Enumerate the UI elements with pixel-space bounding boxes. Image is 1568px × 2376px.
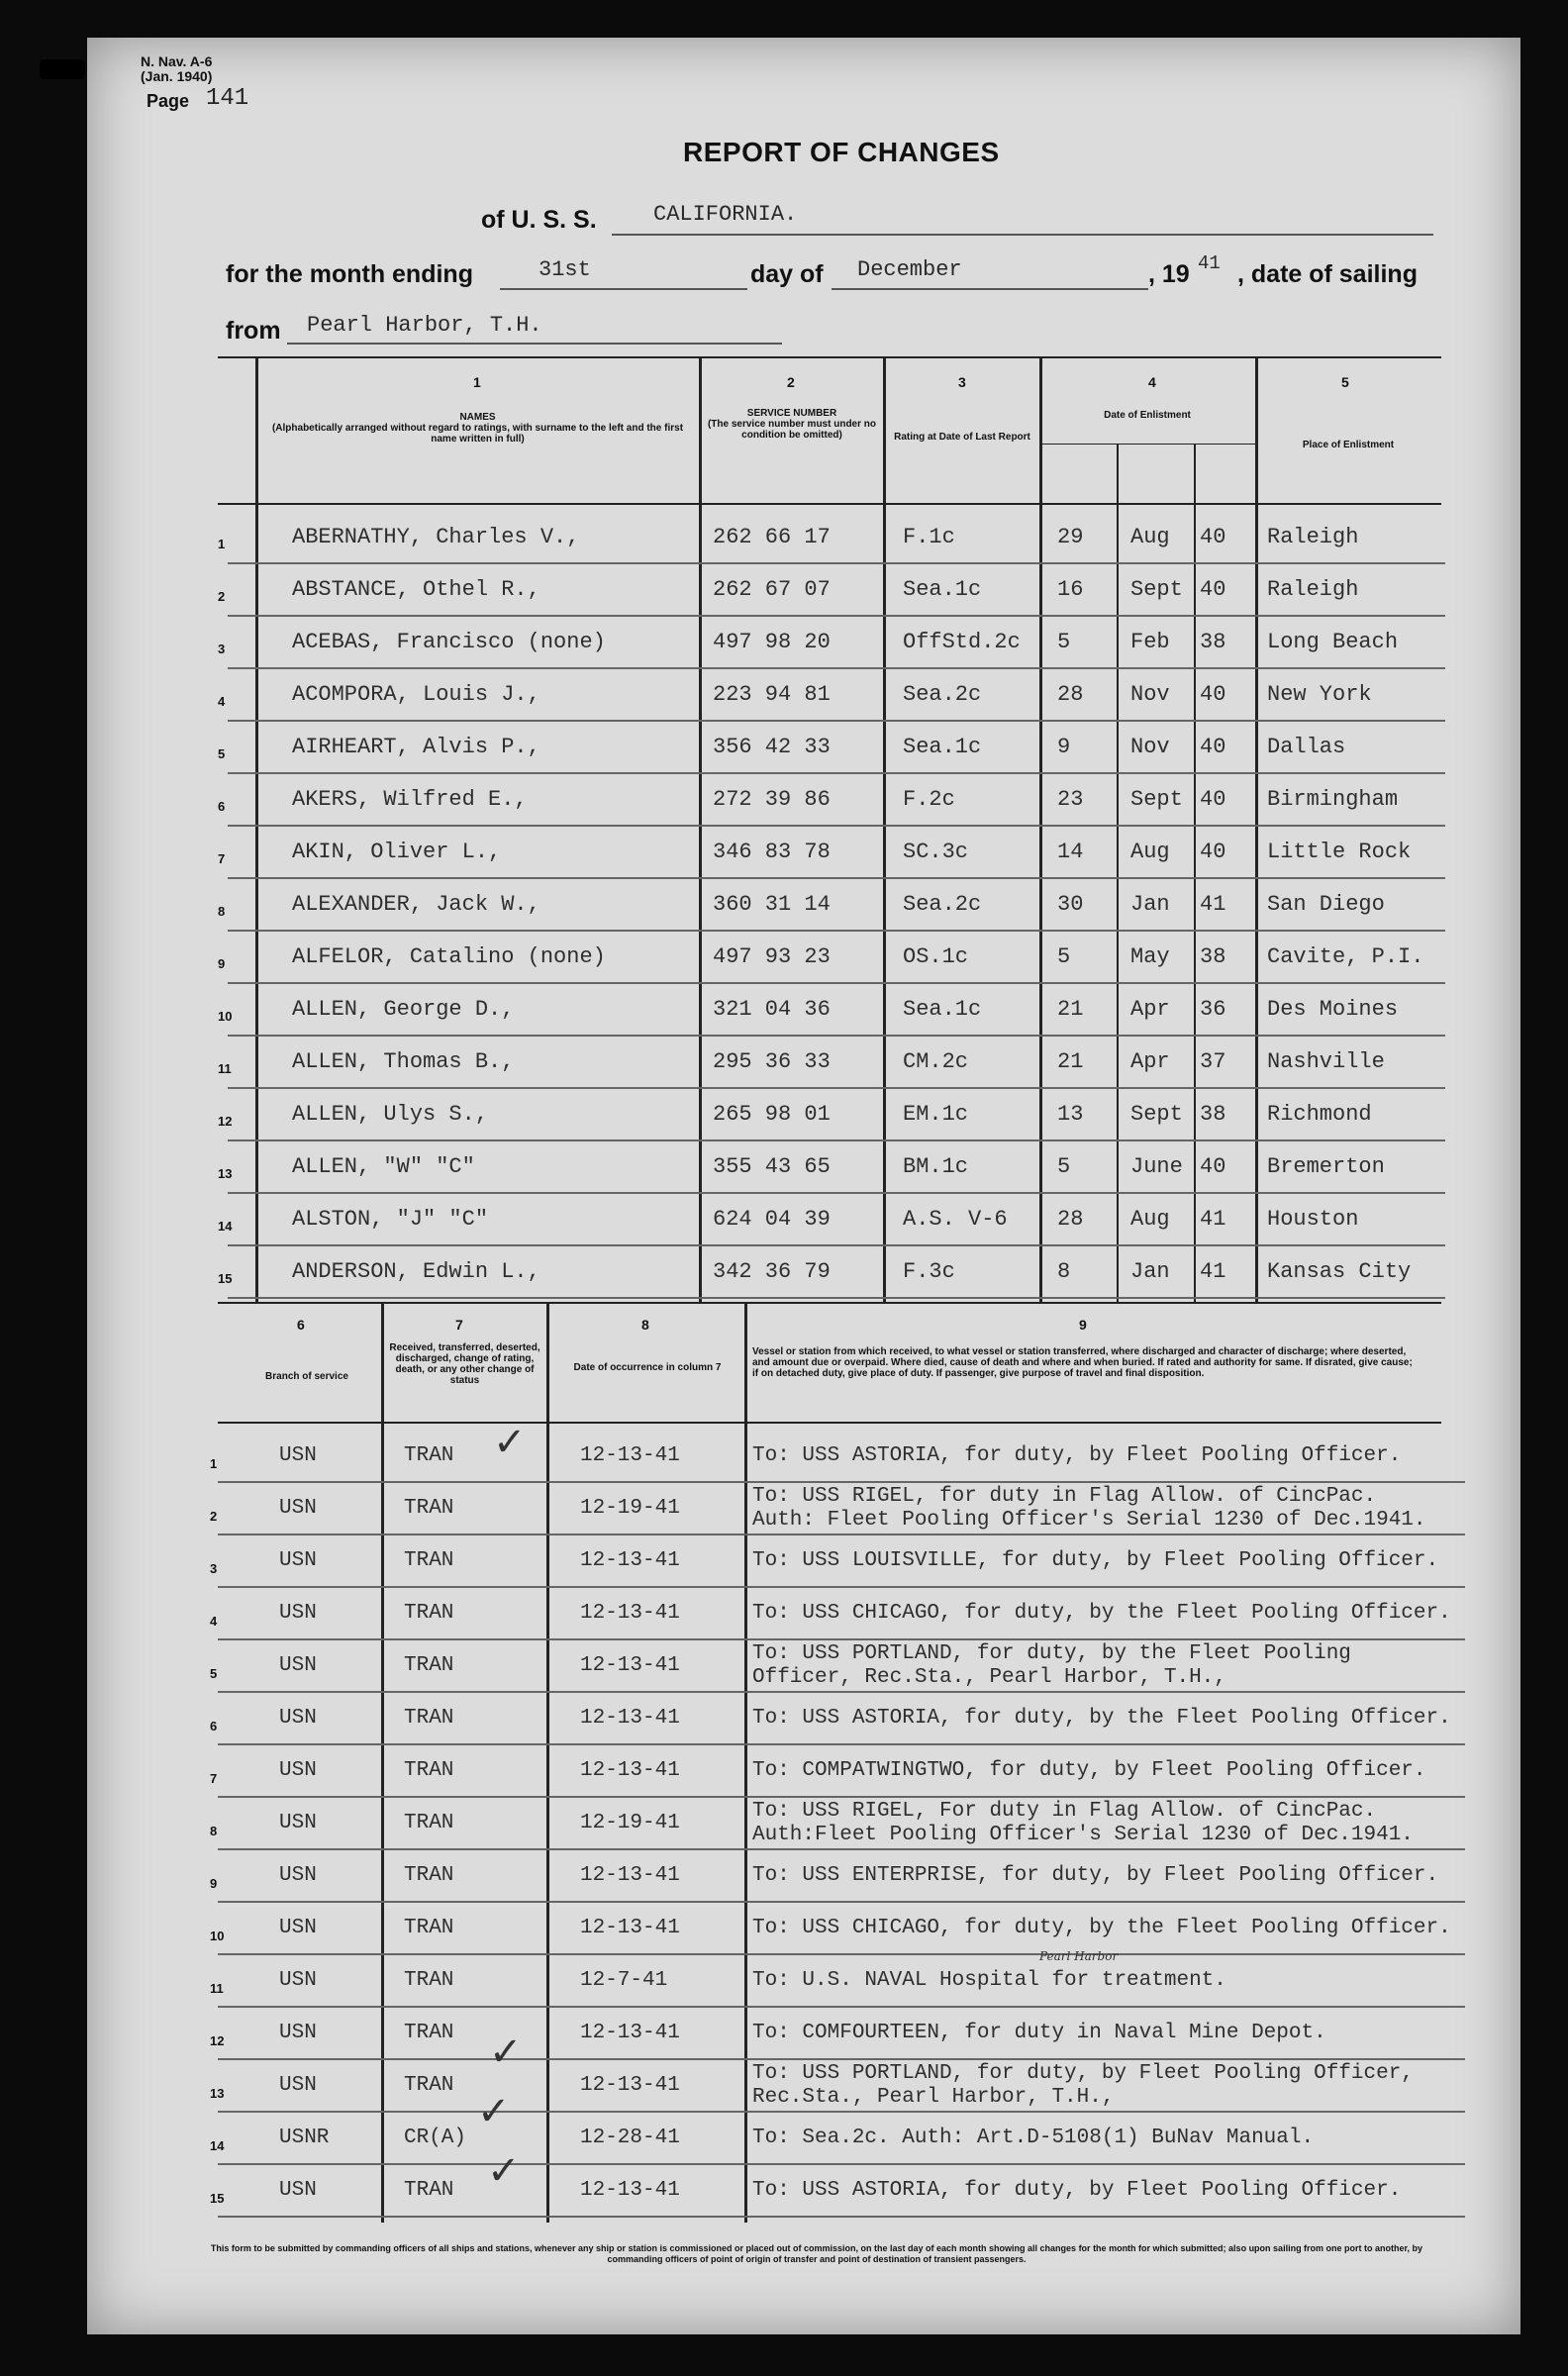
branch-of-service: USN [279,1654,317,1677]
change-of-status: TRAN [404,1654,454,1677]
rating: F.2c [903,787,955,812]
enlistment-place: Little Rock [1267,840,1412,864]
enlistment-place: Kansas City [1267,1259,1412,1284]
row-rule [228,1297,1445,1299]
sailor-name: ABERNATHY, Charles V., [292,525,580,549]
change-of-status: TRAN [404,1812,454,1834]
enlistment-subheader-line [1042,444,1255,445]
row-number: 2 [218,589,226,604]
enlistment-place: Birmingham [1267,787,1399,812]
row-number: 6 [210,1719,218,1733]
enlistment-day: 16 [1057,577,1084,602]
col-number: 3 [958,374,966,390]
enlistment-place: Bremerton [1267,1154,1385,1179]
page-label: Page [147,91,190,111]
status-row [188,1535,1465,1588]
row-rule [228,1139,1445,1141]
enlistment-year: 40 [1200,840,1226,864]
check-mark: ✓ [477,2089,511,2134]
form-code: N. Nav. A-6 (Jan. 1940) [141,53,213,84]
enlistment-day: 13 [1057,1102,1084,1127]
remarks-line: To: COMPATWINGTWO, for duty, by Fleet Pooling Officer. [752,1759,1426,1782]
personnel-row [198,1040,1445,1089]
punch-hole [40,59,85,79]
row-number: 15 [218,1271,233,1286]
occurrence-date: 12-13-41 [580,2179,680,2202]
handwritten-note: Pearl Harbor [1039,1949,1119,1963]
sailor-name: ALFELOR, Catalino (none) [292,944,606,969]
row-rule [228,562,1445,564]
service-number: 497 98 20 [713,630,831,654]
enlistment-year: 38 [1200,630,1226,654]
month-label: for the month ending [226,260,473,288]
rating: Sea.1c [903,997,982,1022]
enlistment-place: Nashville [1267,1049,1385,1074]
enlistment-year: 36 [1200,997,1226,1022]
enlistment-place: New York [1267,682,1372,707]
enlistment-day: 23 [1057,787,1084,812]
sailing-label: , date of sailing [1237,260,1418,288]
service-number: 223 94 81 [713,682,831,707]
day-line [500,288,747,290]
personnel-row [198,830,1445,879]
enlistment-month: Apr [1130,1049,1170,1074]
remarks-column-header: Vessel or station from which received, to what vessel or station transferred, where discharged and character of discharge; where deserted, and amount due or overpaid. Where died, cause of death and where and when buried. If rated and authority for same. If disrated, give cause; if on detached duty, give place of duty. If passenger, give purpose of travel and final disposition. [752,1346,1413,1379]
enlistment-month: Sept [1130,577,1183,602]
enlistment-day: 28 [1057,1207,1084,1232]
sailor-name: ALEXANDER, Jack W., [292,892,540,917]
change-of-status: CR(A) [404,2127,467,2149]
row-number: 14 [210,2138,225,2153]
col-number: 4 [1148,374,1156,390]
service-number: 356 42 33 [713,735,831,759]
branch-of-service: USN [279,1549,317,1572]
sailor-name: ACEBAS, Francisco (none) [292,630,606,654]
sailor-name: ACOMPORA, Louis J., [292,682,540,707]
change-of-status: TRAN [404,1969,454,1992]
enlistment-month: Feb [1130,630,1170,654]
row-number: 3 [218,642,226,656]
rating-column-header: Rating at Date of Last Report [894,432,1030,443]
day-of-label: day of [750,260,824,288]
personnel-row [198,1249,1445,1299]
row-number: 4 [210,1614,218,1629]
remarks-line: Officer, Rec.Sta., Pearl Harbor, T.H., [752,1666,1226,1689]
remarks-line: To: USS CHICAGO, for duty, by the Fleet Pooling Officer. [752,1602,1451,1625]
personnel-row [198,515,1445,564]
row-number: 12 [210,2033,225,2048]
row-number: 11 [218,1061,232,1076]
change-of-status: TRAN [404,2179,454,2202]
remarks-line: To: USS CHICAGO, for duty, by the Fleet Pooling Officer. [752,1917,1451,1939]
row-number: 1 [218,537,226,551]
enlistment-month: Nov [1130,682,1170,707]
row-number: 7 [210,1771,218,1786]
row-number: 11 [210,1981,224,1996]
occurrence-date: 12-13-41 [580,1707,680,1730]
row-number: 12 [218,1114,233,1129]
remarks-line: Rec.Sta., Pearl Harbor, T.H., [752,2086,1115,2109]
row-number: 7 [218,851,226,866]
enlistment-year: 37 [1200,1049,1226,1074]
enlistment-month: Aug [1130,1207,1170,1232]
enlistment-day: 5 [1057,944,1071,969]
occurrence-date: 12-13-41 [580,1549,680,1572]
sailor-name: AKERS, Wilfred E., [292,787,528,812]
remarks-line: To: USS ENTERPRISE, for duty, by Fleet Pooling Officer. [752,1864,1439,1887]
remarks-line: To: USS ASTORIA, for duty, by Fleet Pooling Officer. [752,2179,1402,2202]
enlistment-place: Cavite, P.I. [1267,944,1424,969]
personnel-row [198,987,1445,1037]
branch-of-service: USN [279,1864,317,1887]
row-number: 14 [218,1219,233,1234]
service-number: 497 93 23 [713,944,831,969]
personnel-row [198,935,1445,984]
remarks-line: To: USS LOUISVILLE, for duty, by Fleet Pooling Officer. [752,1549,1439,1572]
enlistment-month: Aug [1130,525,1170,549]
row-rule [228,1087,1445,1089]
rating: Sea.2c [903,892,982,917]
rating: F.3c [903,1259,955,1284]
occurrence-date: 12-13-41 [580,2074,680,2097]
enlistment-year: 40 [1200,735,1226,759]
enlistment-day: 5 [1057,630,1071,654]
row-number: 13 [210,2086,225,2101]
sailor-name: ABSTANCE, Othel R., [292,577,540,602]
branch-of-service: USN [279,1812,317,1834]
enlistment-month: Jan [1130,892,1170,917]
row-rule [228,930,1445,932]
service-number: 262 67 07 [713,577,831,602]
remarks-line: To: COMFOURTEEN, for duty in Naval Mine Depot. [752,2022,1326,2044]
remarks-line: To: USS PORTLAND, for duty, by the Fleet Pooling [752,1642,1351,1665]
enlistment-day: 14 [1057,840,1084,864]
form-footer-note: This form to be submitted by commanding officers of all ships and stations, whenever any ship or station is commissioned or placed out of commission, on the last day of each month showing all changes for the month for which submitted; also upon sailing from one port to another, by commanding officers of point of origin of transfer and point of destination of transient passengers. [210,2243,1423,2264]
row-rule [228,720,1445,722]
enlistment-year: 40 [1200,787,1226,812]
col-number: 7 [455,1317,463,1333]
enlistment-year: 40 [1200,577,1226,602]
month-line [832,288,1148,290]
remarks-line: To: USS RIGEL, For duty in Flag Allow. of CincPac. [752,1800,1377,1823]
change-of-status: TRAN [404,1444,454,1467]
service-number: 295 36 33 [713,1049,831,1074]
enlistment-year: 40 [1200,682,1226,707]
row-rule [228,877,1445,879]
personnel-row [198,882,1445,932]
branch-of-service: USN [279,1444,317,1467]
enlistment-place: Long Beach [1267,630,1399,654]
col-number: 9 [1079,1317,1087,1333]
change-of-status: TRAN [404,1549,454,1572]
enlistment-day: 28 [1057,682,1084,707]
remarks-line: To: USS ASTORIA, for duty, by Fleet Pooling Officer. [752,1444,1402,1467]
remarks-line: To: Sea.2c. Auth: Art.D-5108(1) BuNav Manual. [752,2127,1315,2149]
status-row [188,1745,1465,1798]
enlistment-day: 9 [1057,735,1071,759]
upper-header-bottom [218,503,1441,505]
rating: F.1c [903,525,955,549]
ship-name: CALIFORNIA. [653,202,798,227]
occurrence-date: 12-19-41 [580,1812,680,1834]
col-number: 8 [641,1317,649,1333]
occurrence-date: 12-7-41 [580,1969,668,1992]
from-line [287,343,782,345]
sailor-name: ALLEN, George D., [292,997,515,1022]
occurrence-date: 12-13-41 [580,1444,680,1467]
branch-of-service: USN [279,1969,317,1992]
branch-column-header: Branch of service [265,1371,348,1382]
remarks-line: Auth:Fleet Pooling Officer's Serial 1230 of Dec.1941. [752,1824,1414,1846]
enlistment-day: 29 [1057,525,1084,549]
branch-of-service: USN [279,1917,317,1939]
status-row [188,1798,1465,1850]
enlistment-year: 41 [1200,892,1226,917]
status-row [188,1483,1465,1535]
rating: Sea.1c [903,577,982,602]
date-occurrence-column-header: Date of occurrence in column 7 [573,1362,722,1373]
enlistment-place: Houston [1267,1207,1359,1232]
sailor-name: ALLEN, Thomas B., [292,1049,515,1074]
row-number: 5 [218,746,226,761]
rating: CM.2c [903,1049,969,1074]
enlistment-day: 30 [1057,892,1084,917]
enlistment-place: Richmond [1267,1102,1372,1127]
enlistment-year: 41 [1200,1259,1226,1284]
day-value: 31st [539,257,591,282]
enlistment-place: Dallas [1267,735,1346,759]
enlistment-place: San Diego [1267,892,1385,917]
change-of-status: TRAN [404,2074,454,2097]
service-number: 262 66 17 [713,525,831,549]
row-number: 8 [218,904,226,919]
status-row [188,1588,1465,1640]
status-row [188,1850,1465,1903]
sailor-name: ALLEN, Ulys S., [292,1102,489,1127]
service-number: 355 43 65 [713,1154,831,1179]
change-of-status: TRAN [404,1602,454,1625]
occurrence-date: 12-13-41 [580,1602,680,1625]
row-number: 9 [210,1876,218,1891]
section-divider [218,1302,1441,1304]
row-number: 9 [218,956,226,971]
enlistment-month: Jan [1130,1259,1170,1284]
personnel-row [198,725,1445,774]
row-number: 1 [210,1456,218,1471]
row-rule [228,667,1445,669]
occurrence-date: 12-19-41 [580,1497,680,1520]
row-rule [228,1192,1445,1194]
change-of-status: TRAN [404,1759,454,1782]
status-row [188,2165,1465,2218]
service-number: 272 39 86 [713,787,831,812]
row-rule [218,2216,1465,2218]
personnel-row [198,567,1445,617]
enlistment-place: Raleigh [1267,577,1359,602]
page-number: 141 [206,85,249,112]
col-number: 6 [297,1317,305,1333]
enlistment-month: Sept [1130,787,1183,812]
row-rule [228,1035,1445,1037]
enlistment-month: Aug [1130,840,1170,864]
enlistment-day: 8 [1057,1259,1071,1284]
service-number: 321 04 36 [713,997,831,1022]
branch-of-service: USN [279,2179,317,2202]
enlistment-month: May [1130,944,1170,969]
row-number: 13 [218,1166,233,1181]
enlistment-date-column-header: Date of Enlistment [1104,410,1191,421]
col-number: 2 [787,374,795,390]
personnel-row [198,620,1445,669]
remarks-line: Auth: Fleet Pooling Officer's Serial 1230 of Dec.1941. [752,1509,1426,1532]
status-row [188,1640,1465,1693]
from-label: from [226,317,281,345]
rating: Sea.2c [903,682,982,707]
occurrence-date: 12-13-41 [580,1864,680,1887]
from-value: Pearl Harbor, T.H. [307,313,542,338]
branch-of-service: USN [279,1707,317,1730]
occurrence-date: 12-13-41 [580,2022,680,2044]
branch-of-service: USN [279,1497,317,1520]
row-rule [228,825,1445,827]
rating: OffStd.2c [903,630,1021,654]
row-rule [228,772,1445,774]
personnel-row [198,1144,1445,1194]
occurrence-date: 12-13-41 [580,1654,680,1677]
sailor-name: ALSTON, "J" "C" [292,1207,489,1232]
change-of-status: TRAN [404,2022,454,2044]
rating: BM.1c [903,1154,969,1179]
status-row [188,1949,1465,2008]
col-number: 1 [473,374,481,390]
enlistment-month: Sept [1130,1102,1183,1127]
rating: EM.1c [903,1102,969,1127]
service-number: 342 36 79 [713,1259,831,1284]
sailor-name: AKIN, Oliver L., [292,840,502,864]
change-of-status: TRAN [404,1497,454,1520]
ship-name-line [612,234,1433,236]
col-number: 5 [1341,374,1349,390]
service-number: 624 04 39 [713,1207,831,1232]
row-number: 2 [210,1509,218,1524]
service-number: 360 31 14 [713,892,831,917]
branch-of-service: USN [279,1602,317,1625]
rating: A.S. V-6 [903,1207,1008,1232]
row-number: 4 [218,694,226,709]
enlistment-year: 38 [1200,944,1226,969]
lower-header-bottom [218,1422,1441,1424]
row-number: 15 [210,2191,225,2206]
row-number: 5 [210,1666,218,1681]
enlistment-year: 38 [1200,1102,1226,1127]
check-mark: ✓ [493,1420,527,1465]
rating: Sea.1c [903,735,982,759]
service-number: 346 83 78 [713,840,831,864]
change-column-header: Received, transferred, deserted, discharged, change of rating, death, or any other change of status [389,1342,540,1386]
names-column-header: NAMES (Alphabetically arranged without regard to ratings, with surname to the left and the first name written in full) [271,412,684,445]
service-number-column-header: SERVICE NUMBER (The service number must under no condition be omitted) [707,408,877,441]
row-number: 8 [210,1824,218,1838]
service-number: 265 98 01 [713,1102,831,1127]
sailor-name: AIRHEART, Alvis P., [292,735,540,759]
status-row [188,2060,1465,2113]
status-row [188,2113,1465,2165]
personnel-row [198,1197,1445,1246]
row-rule [228,1244,1445,1246]
occurrence-date: 12-28-41 [580,2127,680,2149]
enlistment-month: Nov [1130,735,1170,759]
place-column-header: Place of Enlistment [1302,440,1395,450]
row-number: 10 [210,1929,225,1943]
page-title: REPORT OF CHANGES [683,137,1000,167]
of-uss-label: of U. S. S. [481,206,597,234]
branch-of-service: USN [279,2022,317,2044]
occurrence-date: 12-13-41 [580,1759,680,1782]
occurrence-date: 12-13-41 [580,1917,680,1939]
year-suffix: 41 [1198,252,1221,274]
branch-of-service: USN [279,2074,317,2097]
rating: SC.3c [903,840,969,864]
remarks-line: To: USS ASTORIA, for duty, by the Fleet Pooling Officer. [752,1707,1451,1730]
enlistment-day: 21 [1057,1049,1084,1074]
enlistment-year: 40 [1200,1154,1226,1179]
month-value: December [857,257,962,282]
enlistment-month: June [1130,1154,1183,1179]
branch-of-service: USN [279,1759,317,1782]
enlistment-year: 41 [1200,1207,1226,1232]
remarks-line: To: USS RIGEL, for duty in Flag Allow. of CincPac. [752,1485,1377,1508]
branch-of-service: USNR [279,2127,330,2149]
enlistment-day: 21 [1057,997,1084,1022]
row-rule [228,615,1445,617]
change-of-status: TRAN [404,1707,454,1730]
enlistment-month: Apr [1130,997,1170,1022]
personnel-row [198,1092,1445,1141]
personnel-row [198,672,1445,722]
status-row [188,1903,1465,1955]
check-mark: ✓ [487,2148,521,2194]
status-row [188,2008,1465,2060]
change-of-status: TRAN [404,1864,454,1887]
sailor-name: ALLEN, "W" "C" [292,1154,475,1179]
enlistment-place: Raleigh [1267,525,1359,549]
remarks-line: To: U.S. NAVAL Hospital for treatment. [752,1969,1226,1992]
year-prefix: , 19 [1148,260,1190,288]
sailor-name: ANDERSON, Edwin L., [292,1259,540,1284]
change-of-status: TRAN [404,1917,454,1939]
enlistment-place: Des Moines [1267,997,1399,1022]
status-row [188,1431,1465,1483]
enlistment-year: 40 [1200,525,1226,549]
status-row [188,1693,1465,1745]
row-rule [228,982,1445,984]
remarks-line: To: USS PORTLAND, for duty, by Fleet Pooling Officer, [752,2062,1414,2085]
row-number: 6 [218,799,226,814]
enlistment-day: 5 [1057,1154,1071,1179]
rating: OS.1c [903,944,969,969]
check-mark: ✓ [489,2030,523,2075]
row-number: 10 [218,1009,233,1024]
personnel-row [198,777,1445,827]
row-number: 3 [210,1561,218,1576]
